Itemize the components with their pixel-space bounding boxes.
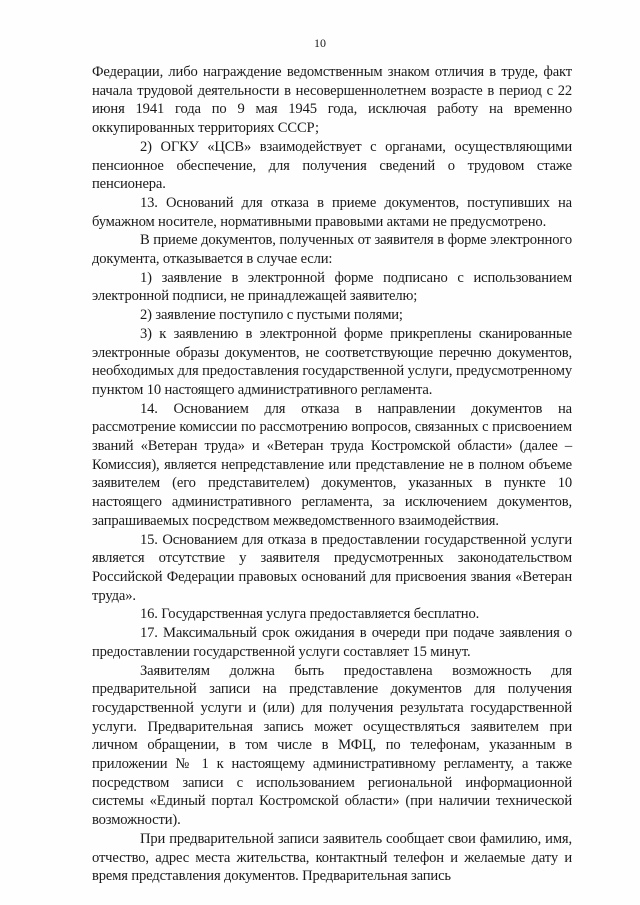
paragraph-17: 17. Максимальный срок ожидания в очереди при подаче заявления о предоставлении государственной услуги составляет 15 минут. [92,625,572,660]
document-body [92,63,572,886]
page-number: 10 [314,36,326,50]
paragraph-pre-registration-details: При предварительной записи заявитель сообщает свои фамилию, имя, отчество, адрес места жительства, контактный телефон и желаемые дату и время представления документов. Предварительная запись [92,830,572,885]
paragraph-electronic-refusal: В приеме документов, полученных от заявителя в форме электронного документа, отказывается в случае если: [92,232,572,268]
paragraph-16: 16. Государственная услуга предоставляется бесплатно. [140,606,480,623]
paragraph-refusal-item-1: 1) заявление в электронной форме подписано с использованием электронной подписи, не принадлежащей заявителю; [92,269,572,305]
paragraph-14: 14. Основанием для отказа в направлении документов на рассмотрение комиссии по рассмотрению вопросов, связанных с присвоением званий «Ветеран труда» и «Ветеран труда Костромской области» (далее – Комиссия), является непредставление или представление не в полном объеме заявителем (его представителем) документов, указанных в пункте 10 настоящего административного регламента, за исключением документов, запрашиваемых посредством межведомственного взаимодействия. [92,400,572,529]
paragraph-continuation: Федерации, либо награждение ведомственным знаком отличия в труде, факт начала трудовой деятельности в несовершеннолетнем возрасте в период с 22 июня 1941 года по 9 мая 1945 года, исключая работу на временно оккупированных территориях СССР; [92,64,572,137]
paragraph-13: 13. Оснований для отказа в приеме документов, поступивших на бумажном носителе, нормативными правовыми актами не предусмотрено. [92,194,572,230]
paragraph-item-2-pension: 2) ОГКУ «ЦСВ» взаимодействует с органами, осуществляющими пенсионное обеспечение, для получения сведений о трудовом стаже пенсионера. [92,138,572,193]
paragraph-refusal-item-2: 2) заявление поступило с пустыми полями; [140,307,403,324]
paragraph-15: 15. Основанием для отказа в предоставлении государственной услуги является отсутствие у заявителя предусмотренных законодательством Российской Федерации правовых оснований для присвоения звания «Ветеран труда». [92,531,572,604]
paragraph-refusal-item-3: 3) к заявлению в электронной форме прикреплены сканированные электронные образы документов, не соответствующие перечню документов, необходимых для предоставления государственной услуги, предусмотренному пунктом 10 настоящего административного регламента. [92,325,572,398]
paragraph-pre-registration: Заявителям должна быть предоставлена возможность для предварительной записи на представление документов для получения государственной услуги и (или) для получения результата государственной услуги. Предварительная запись может осуществляться заявителем при личном обращении, в том числе в МФЦ, по телефонам, указанным в приложении № 1 к настоящему административному регламенту, а также посредством записи с использованием региональной информационной системы «Единый портал Костромской области» (при наличии технической возможности). [92,662,572,829]
